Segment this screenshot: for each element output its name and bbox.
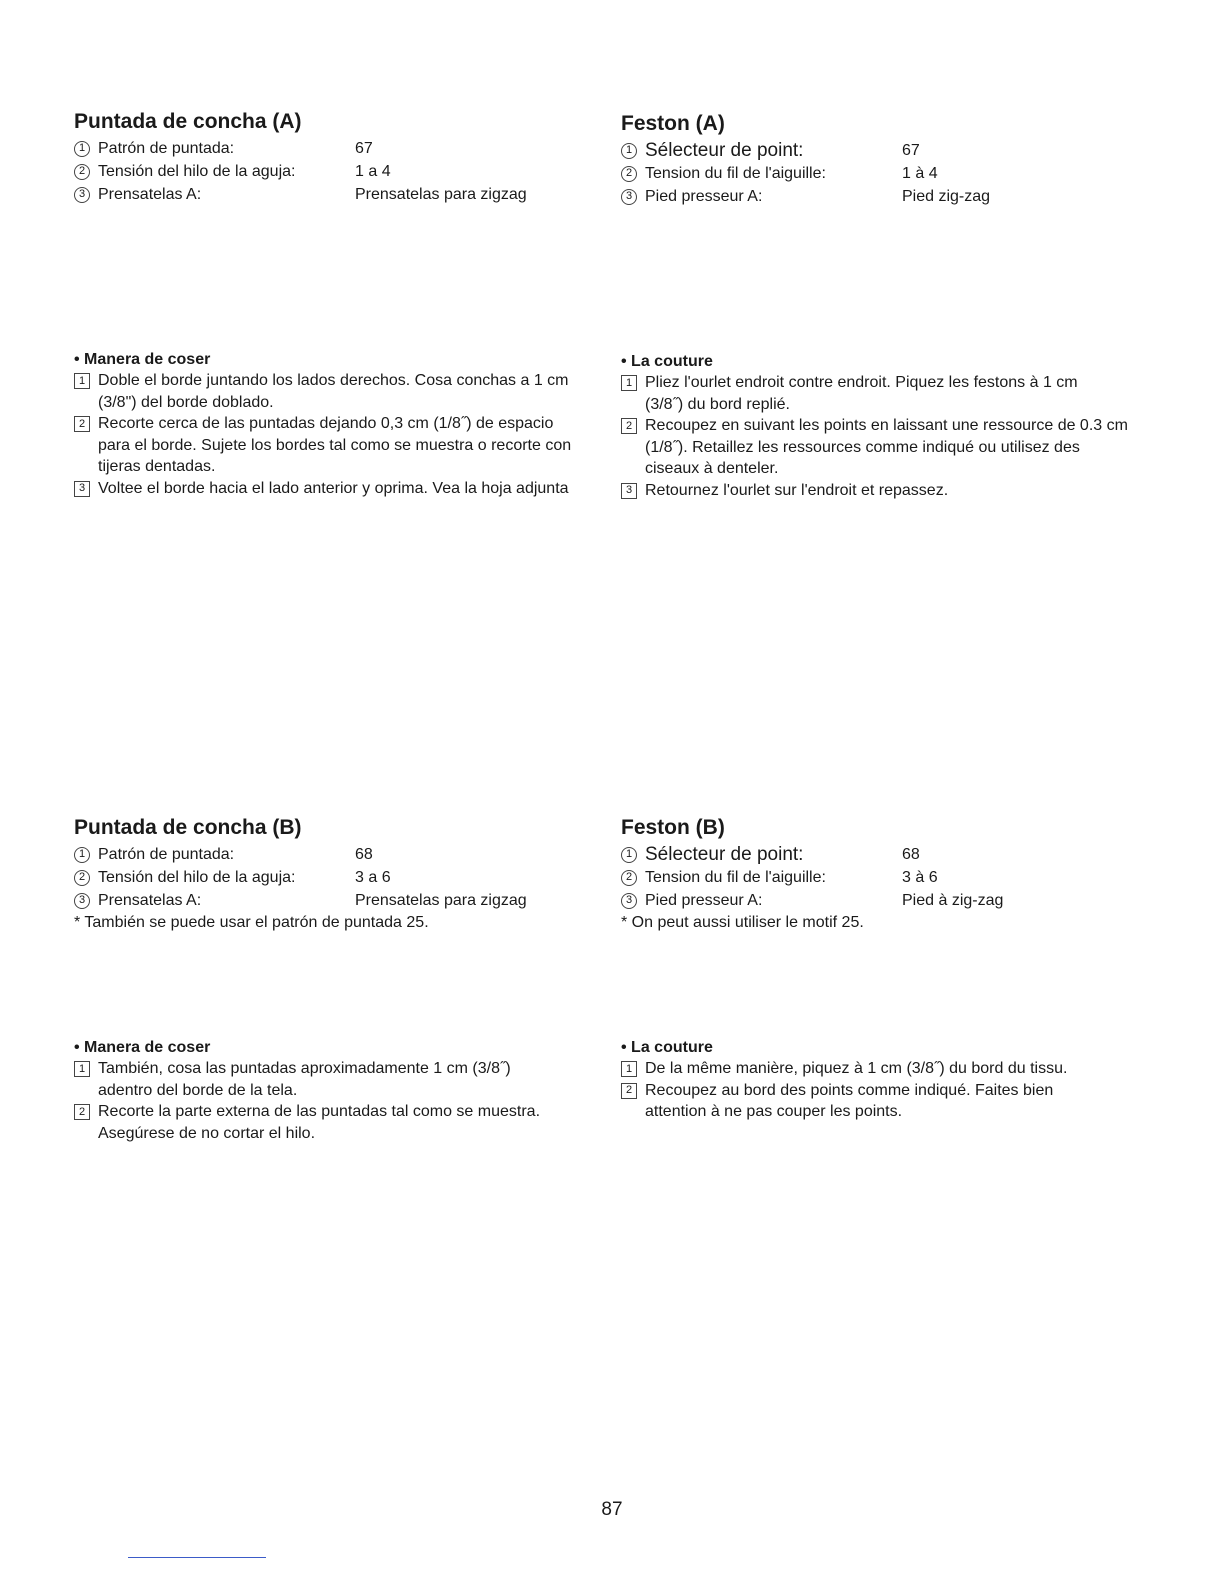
step-text: Recorte la parte externa de las puntadas tal como se muestra. Asegúrese de no cortar el hilo.	[98, 1103, 541, 1142]
page-number: 87	[601, 1499, 623, 1520]
boxed-number-icon: 1	[621, 1061, 637, 1077]
step-item	[74, 1058, 599, 1101]
step-text: De la même manière, piquez à 1 cm (3/8˝) du bord du tissu.	[645, 1060, 1068, 1077]
section-title: Puntada de concha (B)	[74, 816, 302, 839]
spec-value: Pied à zig-zag	[902, 892, 1004, 909]
circled-number-icon: 2	[621, 166, 637, 182]
step-list	[74, 370, 574, 499]
spec-value: 67	[355, 140, 373, 157]
spec-row	[621, 866, 1151, 889]
spec-row	[621, 162, 1151, 185]
method-es-b	[74, 1037, 604, 1144]
step-item	[74, 370, 574, 413]
spec-label: Pied presseur A:	[645, 188, 763, 205]
method-fr-b	[621, 1037, 1141, 1123]
spec-value: 1 à 4	[902, 165, 938, 182]
step-list	[621, 1058, 1131, 1123]
step-item	[621, 372, 1131, 415]
step-text: Pliez l'ourlet endroit contre endroit. Piquez les festons à 1 cm (3/8˝) du bord replié.	[645, 374, 1078, 413]
spec-row	[74, 889, 604, 912]
spec-label: Prensatelas A:	[98, 186, 202, 203]
boxed-number-icon: 2	[621, 1083, 637, 1099]
spec-row	[621, 139, 1151, 162]
spec-value: 67	[902, 142, 920, 159]
spec-label: Patrón de puntada:	[98, 140, 235, 157]
method-fr-a	[621, 351, 1141, 501]
method-title-text: La couture	[631, 353, 713, 370]
circled-number-icon: 1	[621, 847, 637, 863]
step-list	[621, 372, 1131, 501]
spec-label: Prensatelas A:	[98, 892, 202, 909]
spec-row	[74, 160, 604, 183]
circled-number-icon: 1	[74, 847, 90, 863]
spec-label: Pied presseur A:	[645, 892, 763, 909]
spec-row	[74, 866, 604, 889]
spec-list	[74, 137, 604, 206]
spec-value: 68	[355, 846, 373, 863]
method-title-text: La couture	[631, 1039, 713, 1056]
method-es-a	[74, 349, 604, 499]
step-text: Recoupez au bord des points comme indiqué. Faites bien attention à ne pas couper les points.	[645, 1081, 1054, 1120]
spec-row	[74, 843, 604, 866]
spec-row	[621, 185, 1151, 208]
section-fr-a	[621, 113, 1151, 208]
boxed-number-icon: 2	[74, 1104, 90, 1120]
spec-list	[621, 843, 1151, 912]
boxed-number-icon: 3	[621, 483, 637, 499]
section-fr-b	[621, 817, 1151, 934]
spec-value: Prensatelas para zigzag	[355, 892, 527, 909]
section-es-b	[74, 817, 604, 934]
section-title: Feston (A)	[621, 112, 725, 135]
section-es-a	[74, 111, 604, 206]
spec-label: Patrón de puntada:	[98, 846, 235, 863]
spec-value: 3 à 6	[902, 869, 938, 886]
spec-label: Sélecteur de point:	[645, 140, 804, 161]
boxed-number-icon: 3	[74, 481, 90, 497]
spec-value: 68	[902, 846, 920, 863]
circled-number-icon: 3	[74, 187, 90, 203]
spec-row	[74, 137, 604, 160]
spec-label: Tensión del hilo de la aguja:	[98, 163, 296, 180]
step-text: Retournez l'ourlet sur l'endroit et repassez.	[645, 481, 949, 499]
circled-number-icon: 2	[621, 870, 637, 886]
spec-value: 1 a 4	[355, 163, 391, 180]
spec-list	[621, 139, 1151, 208]
step-item	[621, 1058, 1131, 1080]
circled-number-icon: 2	[74, 164, 90, 180]
spec-row	[621, 889, 1151, 912]
boxed-number-icon: 1	[74, 1061, 90, 1077]
step-text: Recoupez en suivant les points en laissant une ressource de 0.3 cm (1/8˝). Retaillez les ressources comme indiqué ou utilisez des ciseaux à denteler.	[645, 417, 1128, 477]
circled-number-icon: 3	[74, 893, 90, 909]
circled-number-icon: 3	[621, 893, 637, 909]
method-title: • Manera de coser	[74, 1039, 211, 1056]
circled-number-icon: 2	[74, 870, 90, 886]
spec-label: Tension du fil de l'aiguille:	[645, 165, 826, 182]
spec-list	[74, 843, 604, 912]
circled-number-icon: 1	[74, 141, 90, 157]
step-text: Voltee el borde hacia el lado anterior y oprima. Vea la hoja adjunta	[98, 479, 569, 497]
method-title-text: Manera de coser	[84, 1039, 211, 1056]
spec-label: Tensión del hilo de la aguja:	[98, 869, 296, 886]
boxed-number-icon: 2	[74, 416, 90, 432]
section-title: Feston (B)	[621, 816, 725, 839]
spec-row	[621, 843, 1151, 866]
boxed-number-icon: 2	[621, 418, 637, 434]
section-title: Puntada de concha (A)	[74, 110, 302, 133]
boxed-number-icon: 1	[74, 373, 90, 389]
note-text: * On peut aussi utiliser le motif 25.	[621, 914, 864, 931]
circled-number-icon: 1	[621, 143, 637, 159]
spec-value: Pied zig-zag	[902, 188, 991, 205]
step-text: También, cosa las puntadas aproximadamente 1 cm (3/8˝) adentro del borde de la tela.	[98, 1060, 511, 1099]
spec-value: Prensatelas para zigzag	[355, 186, 527, 203]
step-list	[74, 1058, 599, 1144]
method-title: • Manera de coser	[74, 351, 211, 368]
step-item	[74, 1101, 599, 1144]
method-title-text: Manera de coser	[84, 351, 211, 368]
boxed-number-icon: 1	[621, 375, 637, 391]
step-text: Recorte cerca de las puntadas dejando 0,3 cm (1/8˝) de espacio para el borde. Sujete los bordes tal como se muestra o recorte con tijeras dentadas.	[98, 415, 572, 475]
circled-number-icon: 3	[621, 189, 637, 205]
note-text: * También se puede usar el patrón de puntada 25.	[74, 914, 429, 931]
spec-label: Tension du fil de l'aiguille:	[645, 869, 826, 886]
step-item	[74, 413, 574, 478]
step-item	[74, 478, 574, 500]
method-title: • La couture	[621, 353, 713, 370]
step-item	[621, 480, 1131, 502]
spec-value: 3 a 6	[355, 869, 391, 886]
step-item	[621, 1080, 1131, 1123]
spec-row	[74, 183, 604, 206]
step-text: Doble el borde juntando los lados derechos. Cosa conchas a 1 cm (3/8") del borde doblado.	[98, 372, 569, 411]
method-title: • La couture	[621, 1039, 713, 1056]
spec-label: Sélecteur de point:	[645, 844, 804, 865]
step-item	[621, 415, 1131, 480]
footer-rule	[128, 1557, 266, 1558]
